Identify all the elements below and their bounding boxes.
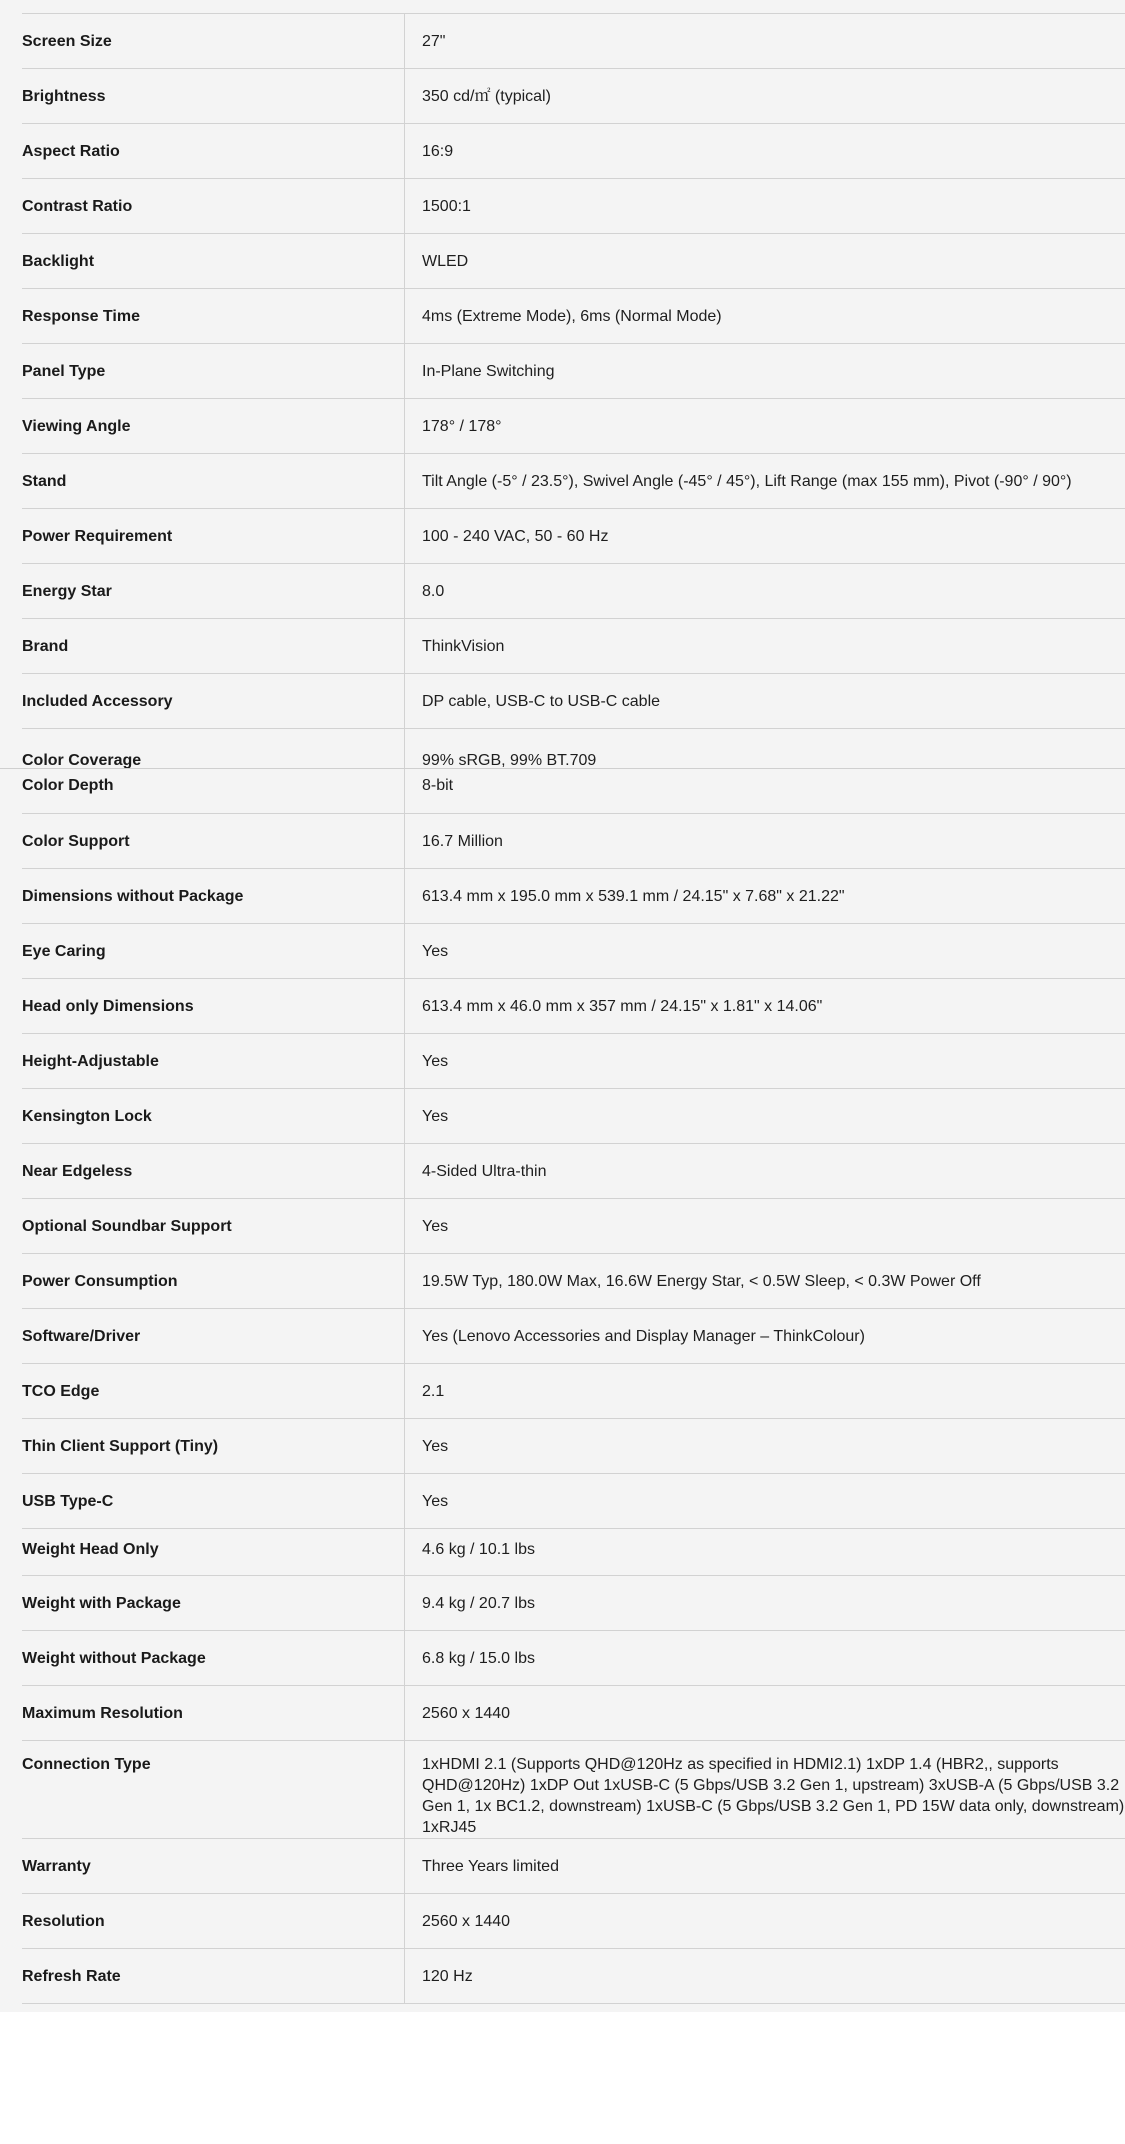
spec-label: Power Consumption	[22, 1272, 178, 1290]
spec-row	[22, 1364, 1125, 1419]
spec-row	[22, 869, 1125, 924]
spec-value: 8.0	[405, 564, 1125, 619]
spec-value: 2560 x 1440	[405, 1686, 1125, 1741]
spec-value: 8-bit	[405, 771, 1125, 814]
specifications-table	[22, 13, 1125, 2004]
spec-value: 4ms (Extreme Mode), 6ms (Normal Mode)	[405, 289, 1125, 344]
spec-row	[22, 1686, 1125, 1741]
spec-row	[22, 289, 1125, 344]
spec-label: Response Time	[22, 307, 140, 325]
spec-row	[22, 344, 1125, 399]
spec-label: Contrast Ratio	[22, 197, 133, 215]
spec-value: Tilt Angle (-5° / 23.5°), Swivel Angle (-45° / 45°), Lift Range (max 155 mm), Pivot (-90° / 90°)	[405, 454, 1125, 509]
spec-label: TCO Edge	[22, 1382, 100, 1400]
spec-row	[22, 619, 1125, 674]
spec-row	[22, 1529, 1125, 1576]
spec-value: 16:9	[405, 124, 1125, 179]
spec-label: Backlight	[22, 252, 95, 270]
spec-label: Near Edgeless	[22, 1162, 133, 1180]
spec-row	[22, 1419, 1125, 1474]
spec-label: Screen Size	[22, 32, 112, 50]
spec-row	[22, 979, 1125, 1034]
spec-value: 9.4 kg / 20.7 lbs	[405, 1576, 1125, 1631]
spec-value: 4-Sided Ultra-thin	[405, 1144, 1125, 1199]
spec-row	[22, 509, 1125, 564]
spec-label: Viewing Angle	[22, 417, 131, 435]
spec-row	[22, 564, 1125, 619]
spec-value: Yes	[405, 1034, 1125, 1089]
spec-value: 1xHDMI 2.1 (Supports QHD@120Hz as specified in HDMI2.1) 1xDP 1.4 (HBR2,, supports QHD@120Hz) 1xDP Out 1xUSB-C (5 Gbps/USB 3.2 Gen 1, upstream) 3xUSB-A (5 Gbps/USB 3.2 Gen 1, 1x BC1.2, downstream) 1xUSB-C (5 Gbps/USB 3.2 Gen 1, PD 15W data only, downstream) 1xRJ45	[405, 1741, 1125, 1839]
spec-row	[22, 1576, 1125, 1631]
spec-label: USB Type-C	[22, 1492, 114, 1510]
spec-value: WLED	[405, 234, 1125, 289]
spec-row	[22, 14, 1125, 69]
spec-row	[22, 1474, 1125, 1529]
spec-value: 178° / 178°	[405, 399, 1125, 454]
spec-label: Optional Soundbar Support	[22, 1217, 232, 1235]
spec-value: DP cable, USB-C to USB-C cable	[405, 674, 1125, 729]
spec-row	[22, 1254, 1125, 1309]
spec-label: Panel Type	[22, 362, 106, 380]
spec-row	[22, 1089, 1125, 1144]
spec-label: Energy Star	[22, 582, 112, 600]
spec-value: 2.1	[405, 1364, 1125, 1419]
spec-value: 27"	[405, 14, 1125, 69]
spec-row	[22, 179, 1125, 234]
spec-label: Kensington Lock	[22, 1107, 152, 1125]
spec-row	[22, 814, 1125, 869]
spec-label: Power Requirement	[22, 527, 173, 545]
spec-label: Brand	[22, 637, 69, 655]
spec-label: Color Depth	[22, 776, 114, 794]
spec-label: Weight without Package	[22, 1649, 206, 1667]
spec-value: Yes	[405, 1199, 1125, 1254]
spec-label: Refresh Rate	[22, 1967, 121, 1985]
divider	[0, 768, 1125, 769]
spec-value: Yes	[405, 1474, 1125, 1529]
spec-row	[22, 69, 1125, 124]
spec-value: 100 - 240 VAC, 50 - 60 Hz	[405, 509, 1125, 564]
spec-value: 2560 x 1440	[405, 1894, 1125, 1949]
spec-row	[22, 924, 1125, 979]
spec-row	[22, 1631, 1125, 1686]
spec-row	[22, 1741, 1125, 1839]
spec-value: Yes	[405, 924, 1125, 979]
spec-value: ThinkVision	[405, 619, 1125, 674]
spec-row	[22, 1034, 1125, 1089]
spec-row	[22, 1309, 1125, 1364]
spec-label: Weight with Package	[22, 1594, 181, 1612]
spec-label: Warranty	[22, 1857, 91, 1875]
spec-label: Weight Head Only	[22, 1541, 159, 1558]
spec-label: Eye Caring	[22, 942, 106, 960]
spec-value: Yes	[405, 1089, 1125, 1144]
spec-row	[22, 124, 1125, 179]
spec-value: In-Plane Switching	[405, 344, 1125, 399]
spec-label: Color Coverage	[22, 751, 142, 769]
spec-value: 6.8 kg / 15.0 lbs	[405, 1631, 1125, 1686]
spec-label: Software/Driver	[22, 1327, 141, 1345]
spec-label: Brightness	[22, 87, 106, 105]
spec-value: 613.4 mm x 195.0 mm x 539.1 mm / 24.15" x 7.68" x 21.22"	[405, 869, 1125, 924]
spec-value: Yes	[405, 1419, 1125, 1474]
spec-row	[22, 454, 1125, 509]
spec-label: Dimensions without Package	[22, 887, 244, 905]
spec-value: 19.5W Typ, 180.0W Max, 16.6W Energy Star, < 0.5W Sleep, < 0.3W Power Off	[405, 1254, 1125, 1309]
spec-value: 16.7 Million	[405, 814, 1125, 869]
spec-row	[22, 771, 1125, 814]
spec-row	[22, 729, 1125, 771]
spec-value: 613.4 mm x 46.0 mm x 357 mm / 24.15" x 1.81" x 14.06"	[405, 979, 1125, 1034]
spec-value: 350 cd/㎡ (typical)	[405, 69, 1125, 124]
spec-label: Height-Adjustable	[22, 1052, 159, 1070]
spec-label: Maximum Resolution	[22, 1704, 183, 1722]
spec-label: Stand	[22, 472, 67, 490]
spec-value: 99% sRGB, 99% BT.709	[405, 729, 1125, 771]
spec-label: Head only Dimensions	[22, 997, 194, 1015]
spec-row	[22, 1144, 1125, 1199]
spec-row	[22, 234, 1125, 289]
spec-label: Included Accessory	[22, 692, 173, 710]
spec-label: Aspect Ratio	[22, 142, 120, 160]
spec-row	[22, 674, 1125, 729]
spec-row	[22, 399, 1125, 454]
spec-row	[22, 1839, 1125, 1894]
spec-value: 4.6 kg / 10.1 lbs	[405, 1529, 1125, 1576]
spec-value: Three Years limited	[405, 1839, 1125, 1894]
spec-value: Yes (Lenovo Accessories and Display Manager – ThinkColour)	[405, 1309, 1125, 1364]
spec-value: 1500:1	[405, 179, 1125, 234]
spec-row	[22, 1949, 1125, 2004]
spec-label: Resolution	[22, 1912, 105, 1930]
spec-label: Connection Type	[22, 1756, 151, 1773]
spec-label: Thin Client Support (Tiny)	[22, 1437, 219, 1455]
spec-row	[22, 1199, 1125, 1254]
spec-row	[22, 1894, 1125, 1949]
spec-value: 120 Hz	[405, 1949, 1125, 2004]
spec-label: Color Support	[22, 832, 130, 850]
